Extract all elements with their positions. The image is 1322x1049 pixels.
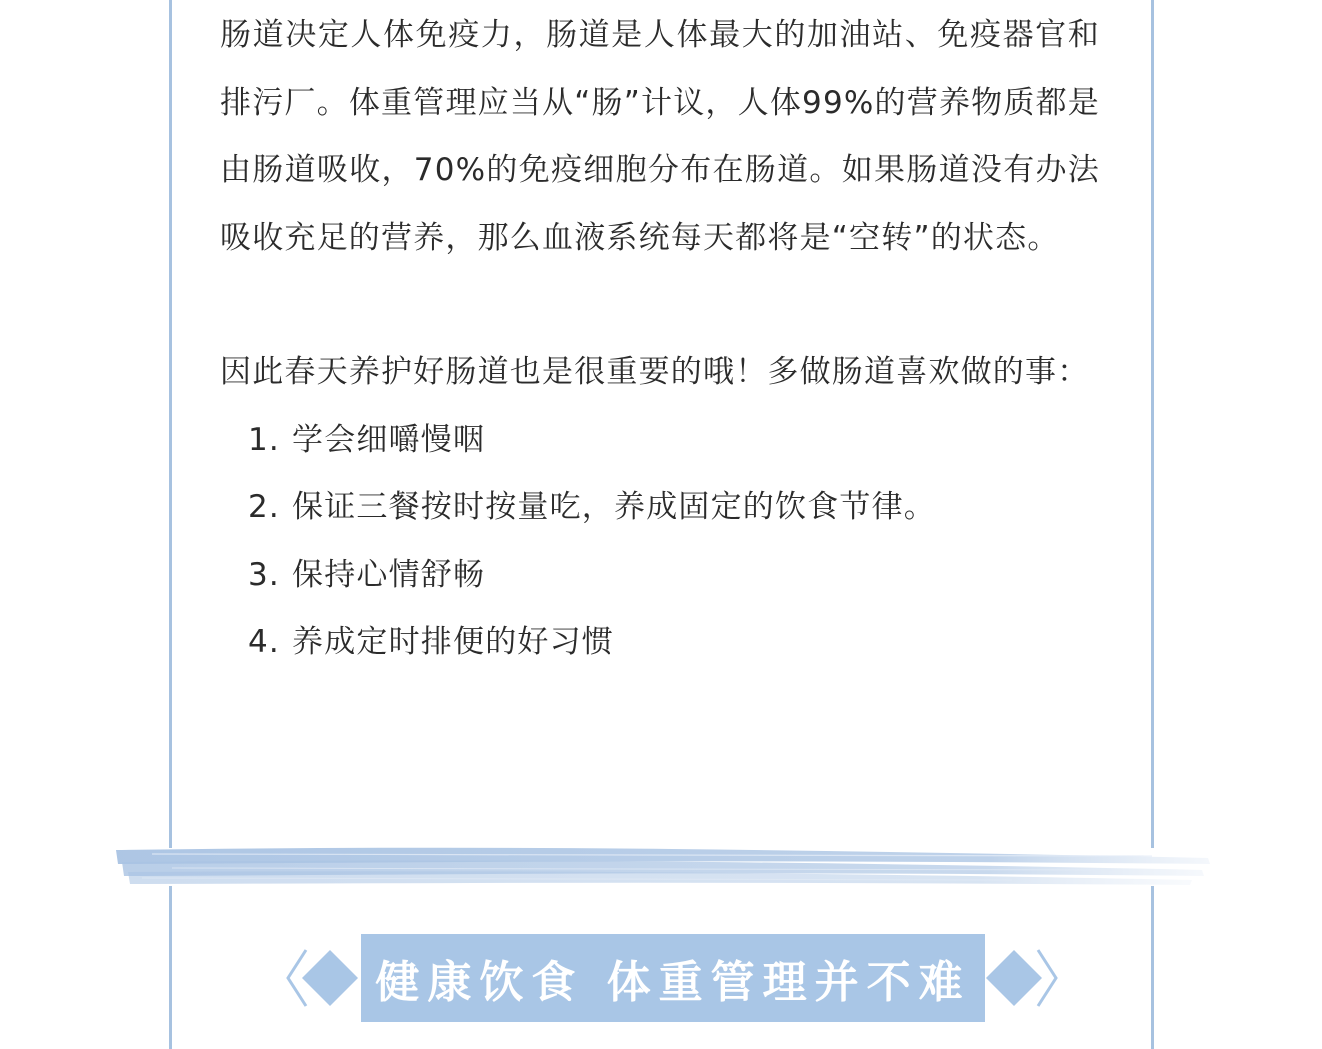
- list-item: [220, 609, 1100, 677]
- list-item-number: 2.: [248, 489, 280, 525]
- section-title-banner: [286, 934, 1058, 1022]
- diamond-chevron-right-icon: [982, 946, 1058, 1010]
- section-title-text: 健康饮食 体重管理并不难: [375, 957, 971, 1008]
- list-item-text: 学会细嚼慢咽: [292, 421, 486, 458]
- list-item-text: 保证三餐按时按量吃，养成固定的饮食节律。: [292, 489, 936, 525]
- right-border-line-lower: [1151, 886, 1154, 1049]
- list-item: [220, 474, 1100, 542]
- list-item-number: 1.: [248, 421, 280, 458]
- list-item: [220, 407, 1100, 475]
- list-item-text: 养成定时排便的好习惯: [292, 624, 614, 660]
- section-title-box: [361, 934, 985, 1022]
- diamond-chevron-left-icon: [286, 946, 362, 1010]
- paragraph-spacer: [220, 272, 1100, 339]
- paragraph-gut-immunity: 肠道决定人体免疫力，肠道是人体最大的加油站、免疫器官和排污厂。体重管理应当从“肠”计议，人体99%的营养物质都是由肠道吸收，70%的免疫细胞分布在肠道。如果肠道没有办法吸收充足的营养，那么血液系统每天都将是“空转”的状态。: [220, 17, 1100, 256]
- brush-stroke-divider: [112, 842, 1212, 890]
- paragraph-spring-care: 因此春天养护好肠道也是很重要的哦！多做肠道喜欢做的事：: [220, 354, 1090, 390]
- list-item: [220, 542, 1100, 610]
- left-border-line: [169, 0, 172, 848]
- tips-list: [220, 407, 1100, 677]
- list-item-number: 3.: [248, 556, 280, 593]
- article-content: [220, 2, 1100, 677]
- list-item-number: 4.: [248, 624, 280, 660]
- left-border-line-lower: [169, 886, 172, 1049]
- list-item-text: 保持心情舒畅: [292, 556, 486, 593]
- right-border-line: [1151, 0, 1154, 848]
